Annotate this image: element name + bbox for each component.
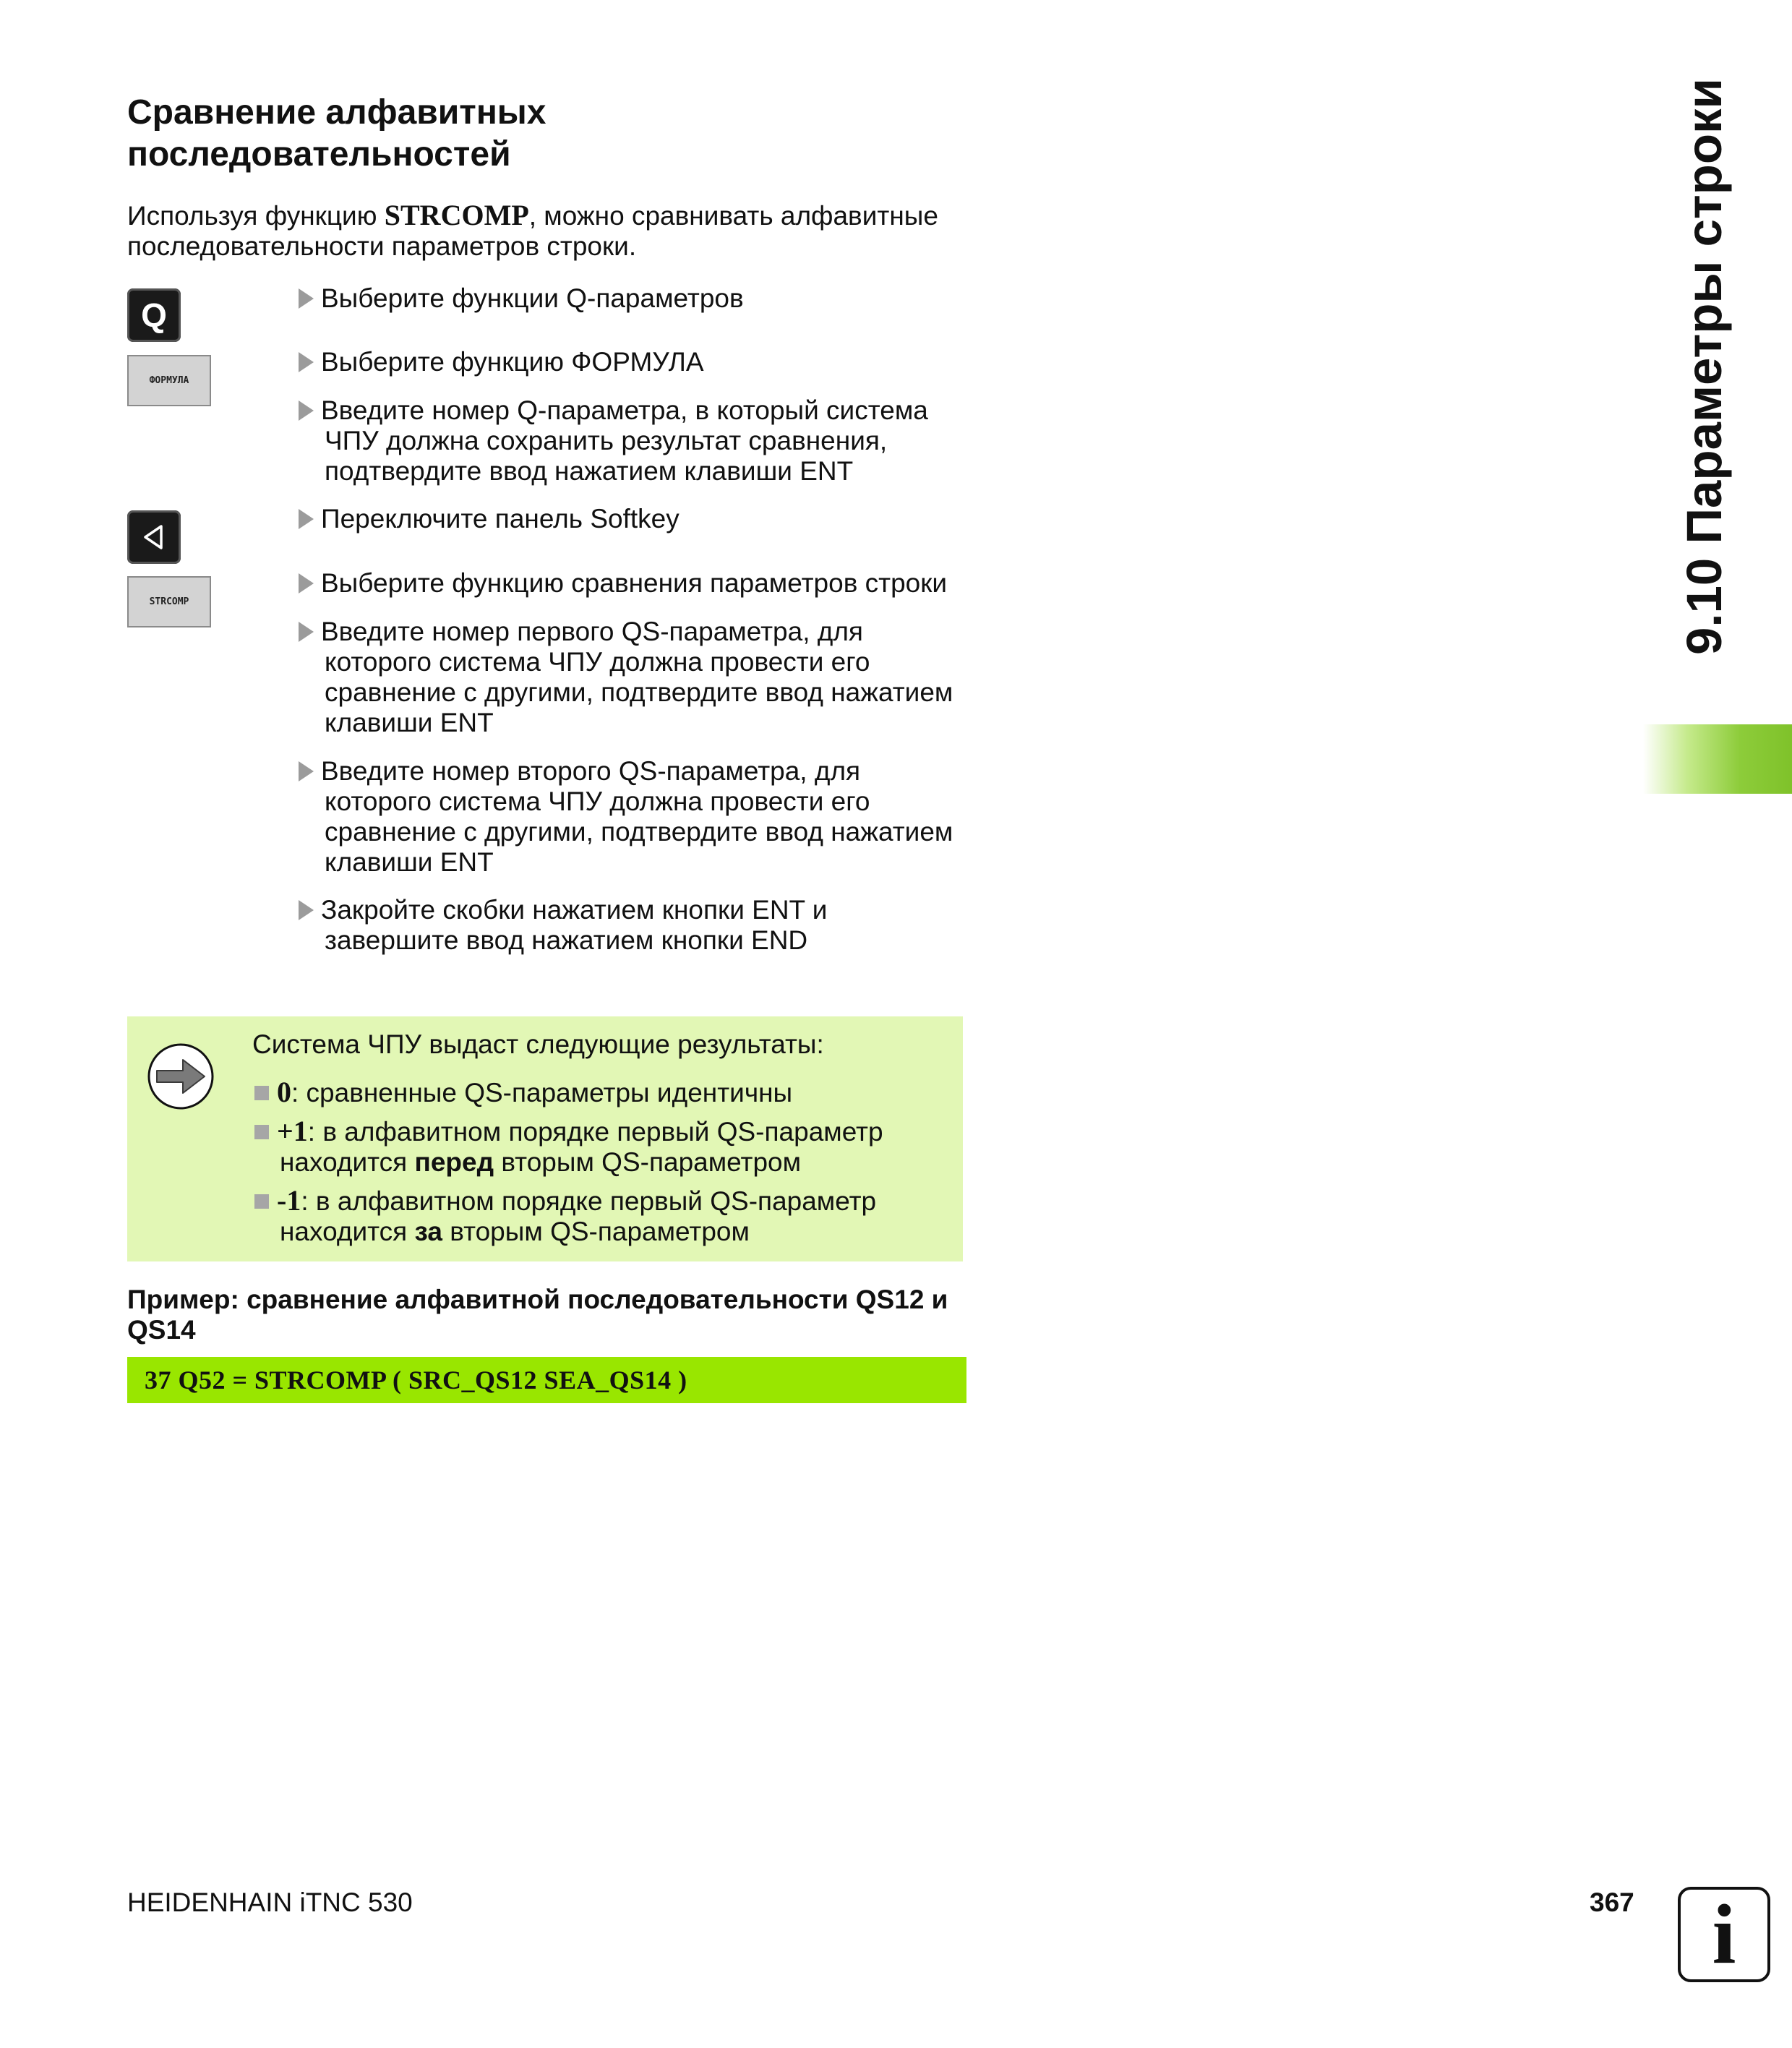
square-bullet-icon xyxy=(254,1125,269,1139)
footer-product: HEIDENHAIN iTNC 530 xyxy=(127,1888,413,1917)
page-title: Сравнение алфавитных последовательностей xyxy=(127,93,546,173)
strcomp-softkey-icon: STRCOMP xyxy=(127,576,211,627)
triangle-bullet-icon xyxy=(299,573,314,594)
square-bullet-icon xyxy=(254,1086,269,1100)
info-icon: i xyxy=(1678,1887,1770,1982)
section-title-vertical: 9.10 Параметры строки xyxy=(1676,78,1732,655)
function-name: STRCOMP xyxy=(384,199,529,231)
triangle-bullet-icon xyxy=(299,352,314,372)
square-bullet-icon xyxy=(254,1194,269,1209)
note-title: Система ЧПУ выдаст следующие результаты: xyxy=(252,1029,824,1059)
example-title: Пример: сравнение алфавитной последовательности QS12 и QS14 xyxy=(127,1285,948,1345)
triangle-bullet-icon xyxy=(299,900,314,920)
triangle-bullet-icon xyxy=(299,288,314,309)
intro-paragraph: Используя функцию STRCOMP, можно сравнивать алфавитные последовательности параметров строки. xyxy=(127,199,938,261)
triangle-bullet-icon xyxy=(299,400,314,421)
chapter-tab xyxy=(1643,724,1792,794)
triangle-bullet-icon xyxy=(299,509,314,529)
code-block: 37 Q52 = STRCOMP ( SRC_QS12 SEA_QS14 ) xyxy=(127,1357,966,1403)
left-arrow-key-icon xyxy=(127,510,181,564)
q-key-icon: Q xyxy=(127,288,181,342)
triangle-bullet-icon xyxy=(299,622,314,642)
page-number: 367 xyxy=(1590,1888,1634,1917)
triangle-bullet-icon xyxy=(299,761,314,781)
formula-softkey-icon: ФОРМУЛА xyxy=(127,355,211,406)
arrow-right-icon xyxy=(147,1042,215,1110)
